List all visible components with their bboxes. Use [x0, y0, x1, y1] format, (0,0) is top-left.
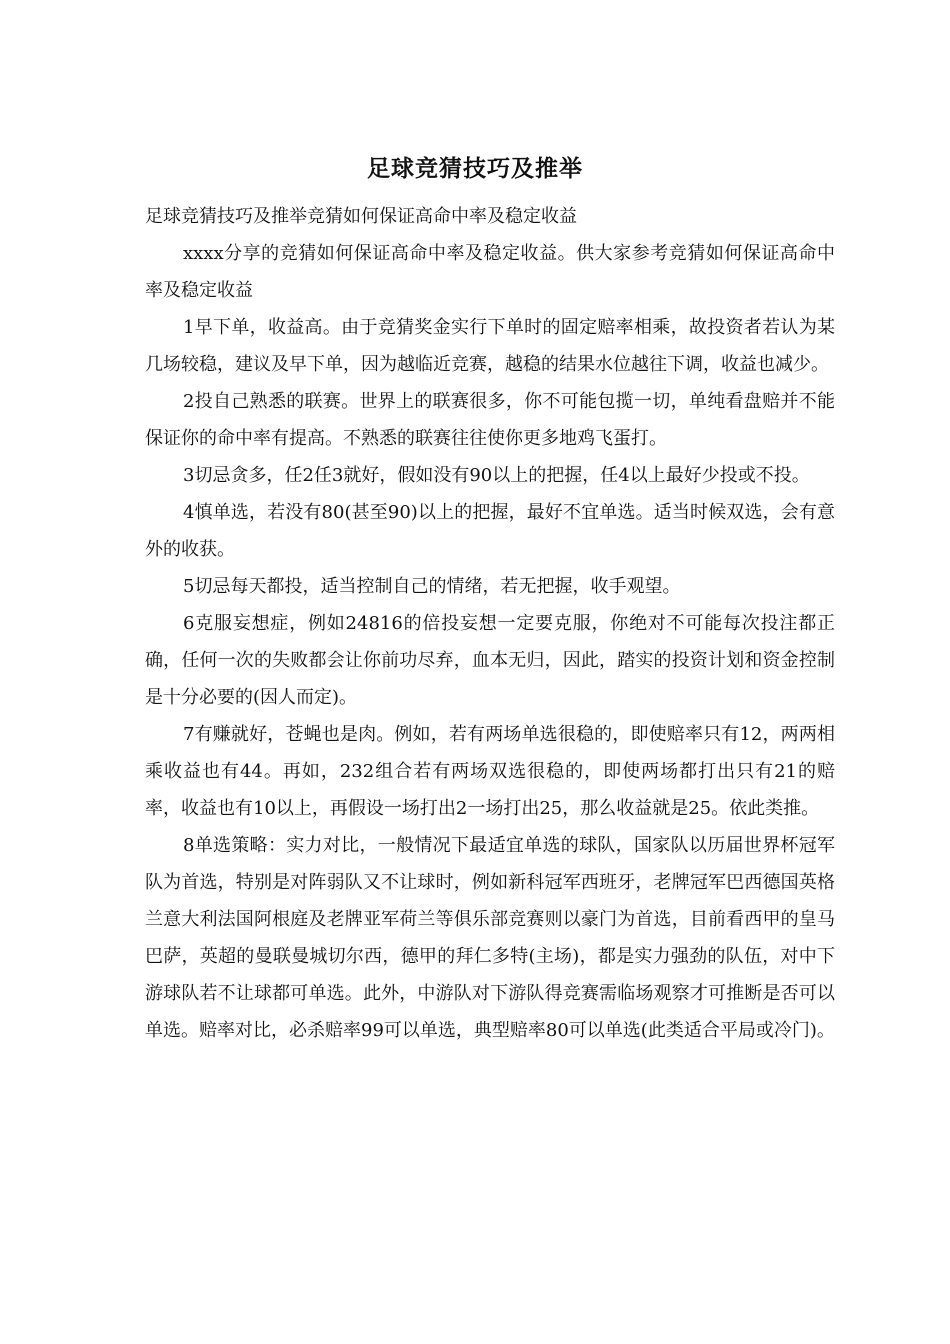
document-body	[145, 198, 835, 1049]
paragraph-6: 6克服妄想症，例如24816的倍投妄想一定要克服，你绝对不可能每次投注都正确，任何一次的失败都会让你前功尽弃，血本无归，因此，踏实的投资计划和资金控制是十分必要的(因人而定)。	[145, 613, 835, 708]
subtitle-line: 足球竞猜技巧及推举竞猜如何保证高命中率及稳定收益	[145, 206, 577, 227]
paragraph-1: 1早下单，收益高。由于竞猜奖金实行下单时的固定赔率相乘，故投资者若认为某几场较稳，建议及早下单，因为越临近竞赛，越稳的结果水位越往下调，收益也减少。	[145, 317, 835, 375]
paragraph-8: 8单选策略：实力对比，一般情况下最适宜单选的球队，国家队以历届世界杯冠军队为首选，特别是对阵弱队又不让球时，例如新科冠军西班牙，老牌冠军巴西德国英格兰意大利法国阿根庭及老牌亚军荷兰等俱乐部竞赛则以豪门为首选，目前看西甲的皇马巴萨，英超的曼联曼城切尔西，德甲的拜仁多特(主场)，都是实力强劲的队伍，对中下游球队若不让球都可单选。此外，中游队对下游队得竞赛需临场观察才可推断是否可以单选。赔率对比，必杀赔率99可以单选，典型赔率80可以单选(此类适合平局或冷门)。	[145, 835, 835, 1041]
paragraph-5: 5切忌每天都投，适当控制自己的情绪，若无把握，收手观望。	[183, 576, 681, 597]
paragraph-2: 2投自己熟悉的联赛。世界上的联赛很多，你不可能包揽一切，单纯看盘赔并不能保证你的命中率有提高。不熟悉的联赛往往使你更多地鸡飞蛋打。	[145, 391, 835, 449]
paragraph-intro: xxxx分享的竞猜如何保证高命中率及稳定收益。供大家参考竞猜如何保证高命中率及稳定收益	[145, 243, 835, 301]
document-title: 足球竞猜技巧及推举	[367, 155, 583, 182]
paragraph-7: 7有赚就好，苍蝇也是肉。例如，若有两场单选很稳的，即使赔率只有12，两两相乘收益也有44。再如，232组合若有两场双选很稳的，即使两场都打出只有21的赔率，收益也有10以上，再假设一场打出2一场打出25，那么收益就是25。依此类推。	[145, 724, 835, 819]
paragraph-4: 4慎单选，若没有80(甚至90)以上的把握，最好不宜单选。适当时候双选，会有意外的收获。	[145, 502, 835, 560]
paragraph-3: 3切忌贪多，任2任3就好，假如没有90以上的把握，任4以上最好少投或不投。	[183, 465, 810, 486]
